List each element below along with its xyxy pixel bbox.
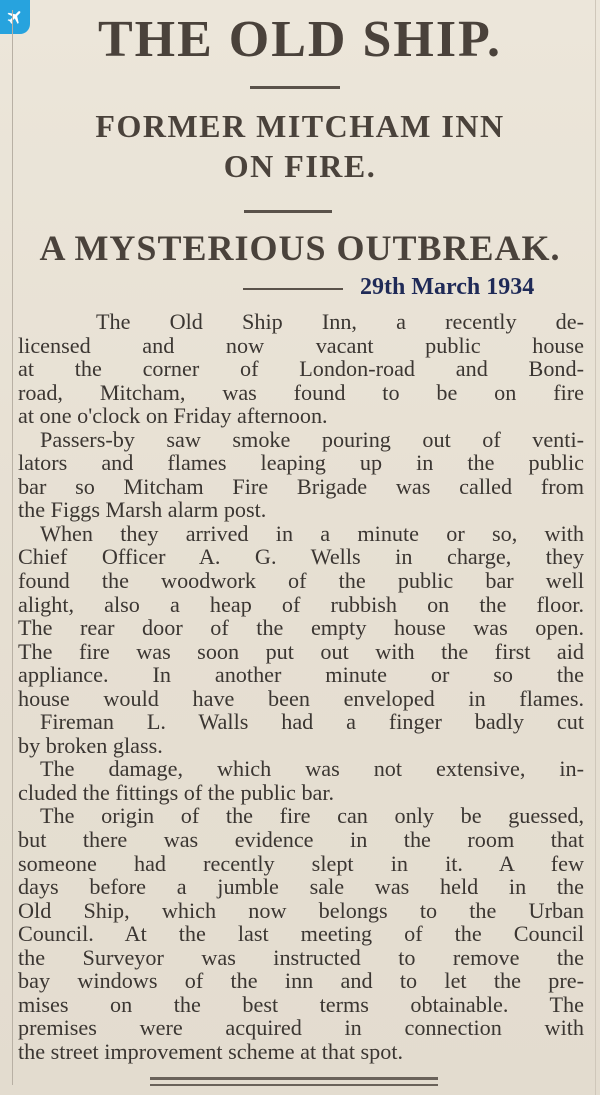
- article-line: The Old Ship Inn, a recently de-: [96, 309, 584, 334]
- article-line: lators and flames leaping up in the public: [18, 450, 584, 476]
- article-line: the Figgs Marsh alarm post.: [18, 497, 267, 523]
- article-line: the street improvement scheme at that spot.: [18, 1038, 404, 1064]
- article-line: house would have been enveloped in flames.: [18, 685, 584, 711]
- article-line: premises were acquired in connection with: [18, 1015, 584, 1041]
- article-line: Old Ship, which now belongs to the Urban: [18, 897, 584, 923]
- column-rule-right: [595, 0, 596, 1095]
- article-line: Passers-by saw smoke pouring out of venti-: [40, 426, 584, 452]
- article-line: by broken glass.: [18, 732, 163, 758]
- article-line: Chief Officer A. G. Wells in charge, they: [18, 544, 584, 570]
- article-line: The damage, which was not extensive, in-: [40, 756, 584, 782]
- article-line: Fireman L. Walls had a finger badly cut: [40, 709, 584, 735]
- article-line: found the woodwork of the public bar well: [18, 568, 584, 594]
- article-line: the Surveyor was instructed to remove the: [18, 944, 584, 970]
- article-line: cluded the fittings of the public bar.: [18, 779, 335, 805]
- article-line: appliance. In another minute or so the: [18, 662, 584, 688]
- subtitle-divider: [244, 210, 332, 213]
- article-line: days before a jumble sale was held in the: [18, 874, 584, 900]
- article-line: bar so Mitcham Fire Brigade was called from: [18, 473, 584, 499]
- closing-rule: [150, 1077, 438, 1080]
- article-date: 29th March 1934: [360, 274, 535, 300]
- article-line: road, Mitcham, was found to be on fire: [18, 379, 584, 405]
- article-line: When they arrived in a minute or so, with: [40, 520, 584, 546]
- subtitle-line-2: ON FIRE.: [223, 148, 377, 184]
- article-line: The rear door of the empty house was open.: [18, 615, 584, 641]
- article-body: [18, 310, 584, 1064]
- article-line: at one o'clock on Friday afternoon.: [18, 403, 328, 429]
- headline-subtitle: [20, 106, 580, 186]
- article-line: at the corner of London-road and Bond-: [18, 356, 584, 382]
- article-line: The origin of the fire can only be guessed,: [40, 803, 584, 829]
- headline-title: THE OLD SHIP.: [97, 11, 503, 68]
- date-rule: [243, 288, 343, 290]
- article-line: Council. At the last meeting of the Council: [18, 921, 584, 947]
- article-line: but there was evidence in the room that: [18, 827, 584, 853]
- headline-tagline: A MYSTERIOUS OUTBREAK.: [39, 228, 561, 268]
- column-rule-left: [12, 10, 13, 1085]
- article-line: mises on the best terms obtainable. The: [18, 991, 584, 1017]
- article-line: licensed and now vacant public house: [18, 332, 584, 358]
- article-line: bay windows of the inn and to let the pre-: [18, 968, 584, 994]
- article-line: alight, also a heap of rubbish on the floor.: [18, 591, 584, 617]
- headline-divider: [250, 86, 340, 89]
- closing-rule-thin: [150, 1084, 438, 1086]
- article-line: The fire was soon put out with the first aid: [18, 638, 584, 664]
- subtitle-line-1: FORMER MITCHAM INN: [95, 108, 505, 144]
- article-line: someone had recently slept in it. A few: [18, 850, 584, 876]
